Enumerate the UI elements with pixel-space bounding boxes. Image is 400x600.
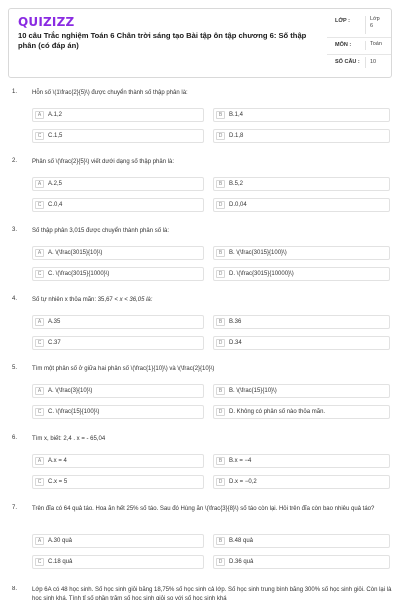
- question-count-value: 10: [365, 57, 376, 68]
- subject-label: MÔN :: [335, 42, 352, 48]
- option-d[interactable]: D D.1,8: [213, 129, 390, 143]
- question-number: 6.: [12, 435, 18, 441]
- option-b[interactable]: B B.36: [213, 315, 390, 329]
- question-number: 1.: [12, 89, 18, 95]
- option-c[interactable]: C C. \(\frac{15}{100}\): [32, 405, 204, 419]
- subject-value: Toán: [365, 41, 382, 50]
- question-number: 7.: [12, 505, 18, 511]
- option-a[interactable]: A A.2,5: [32, 177, 204, 191]
- option-b[interactable]: B B.48 quả: [213, 534, 390, 548]
- option-b[interactable]: B B.5,2: [213, 177, 390, 191]
- question-text: Tìm một phân số ở giữa hai phân số \(\frac{1}{10}\) và \(\frac{2}{10}\): [32, 366, 215, 372]
- question-text: Tìm x, biết: 2,4 . x = - 65,04: [32, 436, 106, 442]
- option-d[interactable]: D D. \(\frac{3015}{10000}\): [213, 267, 390, 281]
- option-b[interactable]: B B. \(\frac{3015}{100}\): [213, 246, 390, 260]
- option-b[interactable]: B B.1,4: [213, 108, 390, 122]
- question-text: Trên đĩa có 64 quả táo. Hoa ăn hết 25% số táo. Sau đó Hùng ăn \(\frac{3}{8}\) số táo còn lại. Hỏi trên đĩa còn bao nhiêu quả táo?: [32, 506, 375, 512]
- worksheet-title: 10 câu Trắc nghiệm Toán 6 Chân trời sáng tạo Bài tập ôn tập chương 6: Số thập phân (có đáp án): [18, 31, 307, 50]
- option-a[interactable]: A A. \(\frac{3}{10}\): [32, 384, 204, 398]
- option-a[interactable]: A A.1,2: [32, 108, 204, 122]
- question-text: Số thập phân 3,015 được chuyển thành phân số là:: [32, 228, 170, 234]
- option-d[interactable]: D D. Không có phân số nào thỏa mãn.: [213, 405, 390, 419]
- question-text: Hỗn số \(1\frac{2}{5}\) được chuyển thành số thập phân là:: [32, 90, 188, 96]
- option-b[interactable]: B B. \(\frac{15}{10}\): [213, 384, 390, 398]
- worksheet-header: [8, 8, 392, 78]
- option-c[interactable]: C C.18 quả: [32, 555, 204, 569]
- question-count-label: SỐ CÂU :: [335, 59, 360, 65]
- option-c[interactable]: C C.0,4: [32, 198, 204, 212]
- option-c[interactable]: C C. \(\frac{3015}{1000}\): [32, 267, 204, 281]
- question-number: 4.: [12, 296, 18, 302]
- question-number: 2.: [12, 158, 18, 164]
- meta-divider: [327, 37, 391, 38]
- option-c[interactable]: C C.1,5: [32, 129, 204, 143]
- question-number: 3.: [12, 227, 18, 233]
- option-d[interactable]: D D.x = −0,2: [213, 475, 390, 489]
- option-d[interactable]: D D.0,04: [213, 198, 390, 212]
- question-number: 8.: [12, 586, 18, 592]
- question-text: Số tự nhiên x thỏa mãn: 35,67 < x < 36,05 là:: [32, 297, 153, 303]
- option-c[interactable]: C C.x = 5: [32, 475, 204, 489]
- question-text: Phân số \(\frac{2}{5}\) viết dưới dạng số thập phân là:: [32, 159, 175, 165]
- question-8: [8, 586, 392, 600]
- option-a[interactable]: A A.x = 4: [32, 454, 204, 468]
- option-a[interactable]: A A.35: [32, 315, 204, 329]
- grade-label: LỚP :: [335, 18, 350, 24]
- quizizz-logo: QUIZIZZ: [18, 15, 75, 29]
- option-d[interactable]: D D.34: [213, 336, 390, 350]
- question-number: 5.: [12, 365, 18, 371]
- option-b[interactable]: B B.x = −4: [213, 454, 390, 468]
- option-a[interactable]: A A.30 quả: [32, 534, 204, 548]
- option-d[interactable]: D D.36 quả: [213, 555, 390, 569]
- meta-divider: [327, 54, 391, 55]
- question-text: Lớp 6A có 48 học sinh. Số học sinh giỏi bằng 18,75% số học sinh cả lớp. Số học sinh trung bình bằng 300% số học sinh giỏi. Còn lại là học sinh khá. Tính tỉ số phần trăm số học sinh giỏi so với số học sinh khá: [32, 587, 392, 600]
- grade-value: Lớp 6: [365, 16, 380, 34]
- option-c[interactable]: C C.37: [32, 336, 204, 350]
- option-a[interactable]: A A. \(\frac{3015}{10}\): [32, 246, 204, 260]
